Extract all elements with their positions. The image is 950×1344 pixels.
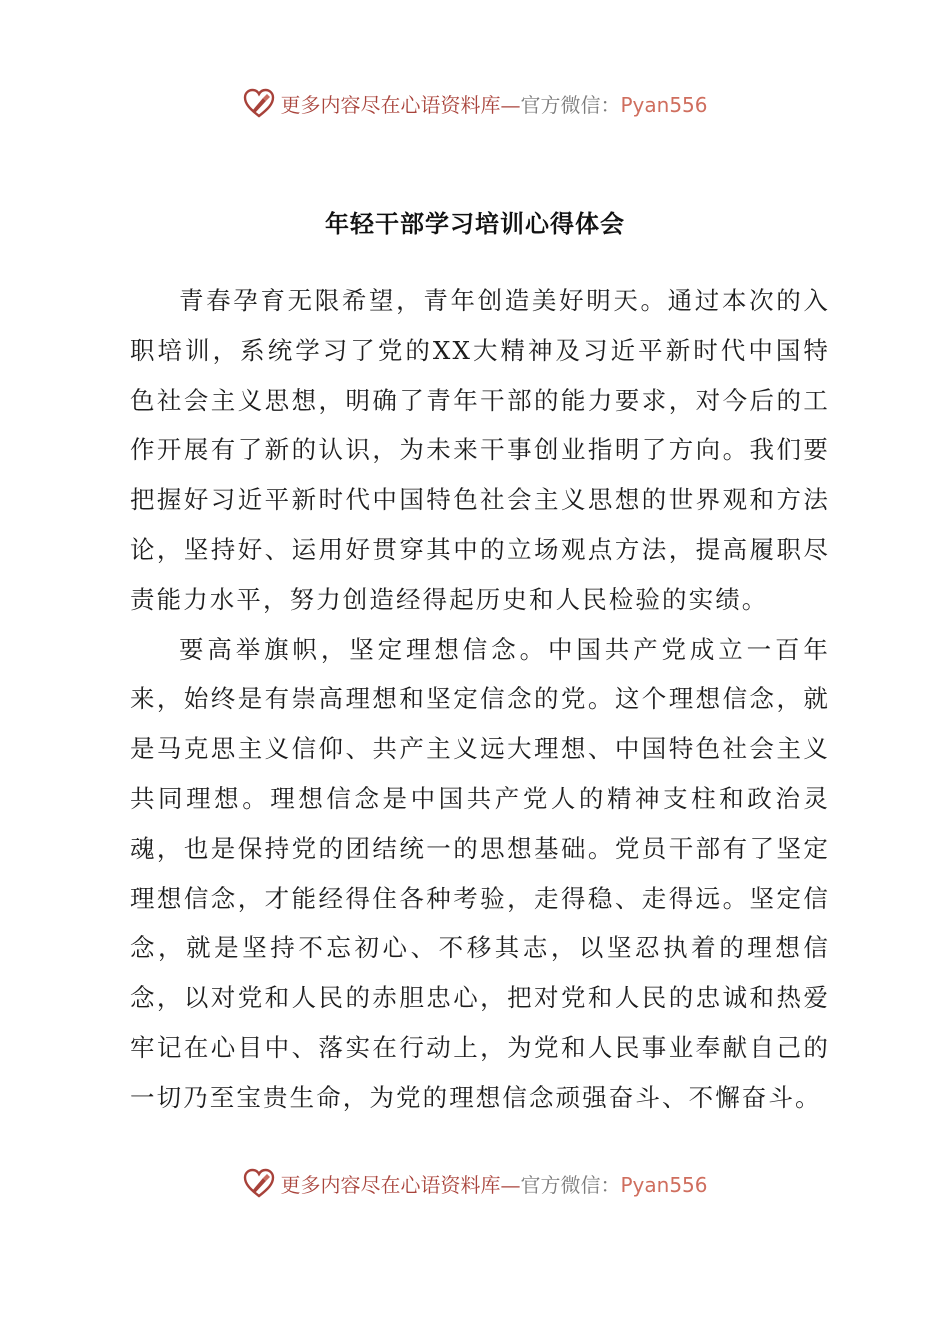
pen-heart-logo-icon: [242, 1166, 276, 1200]
brand-name: 更多内容尽在心语资料库: [280, 1172, 501, 1197]
promo-text: [280, 89, 707, 118]
document-body: [130, 276, 830, 1123]
separator-dash: —: [500, 92, 521, 117]
header-banner: [0, 83, 950, 123]
footer-banner: [0, 1163, 950, 1203]
wechat-label: 官方微信：: [520, 1172, 621, 1197]
wechat-id: Pyan556: [620, 1172, 708, 1197]
separator-dash: —: [500, 1172, 521, 1197]
brand-name: 更多内容尽在心语资料库: [280, 92, 501, 117]
pen-heart-logo-icon: [242, 86, 276, 120]
paragraph-1: 青春孕育无限希望，青年创造美好明天。通过本次的入职培训，系统学习了党的XX大精神及习近平新时代中国特色社会主义思想，明确了青年干部的能力要求，对今后的工作开展有了新的认识，为未来干事创业指明了方向。我们要把握好习近平新时代中国特色社会主义思想的世界观和方法论，坚持好、运用好贯穿其中的立场观点方法，提高履职尽责能力水平，努力创造经得起历史和人民检验的实绩。: [130, 286, 830, 614]
document-title: 年轻干部学习培训心得体会: [325, 210, 625, 238]
wechat-id: Pyan556: [620, 92, 708, 117]
wechat-label: 官方微信：: [520, 92, 621, 117]
paragraph-2: 要高举旗帜，坚定理想信念。中国共产党成立一百年来，始终是有崇高理想和坚定信念的党。这个理想信念，就是马克思主义信仰、共产主义远大理想、中国特色社会主义共同理想。理想信念是中国共产党人的精神支柱和政治灵魂，也是保持党的团结统一的思想基础。党员干部有了坚定理想信念，才能经得住各种考验，走得稳、走得远。坚定信念，就是坚持不忘初心、不移其志，以坚忍执着的理想信念，以对党和人民的赤胆忠心，把对党和人民的忠诚和热爱牢记在心目中、落实在行动上，为党和人民事业奉献自己的一切乃至宝贵生命，为党的理想信念顽强奋斗、不懈奋斗。: [130, 634, 830, 1112]
promo-text: [280, 1169, 707, 1198]
